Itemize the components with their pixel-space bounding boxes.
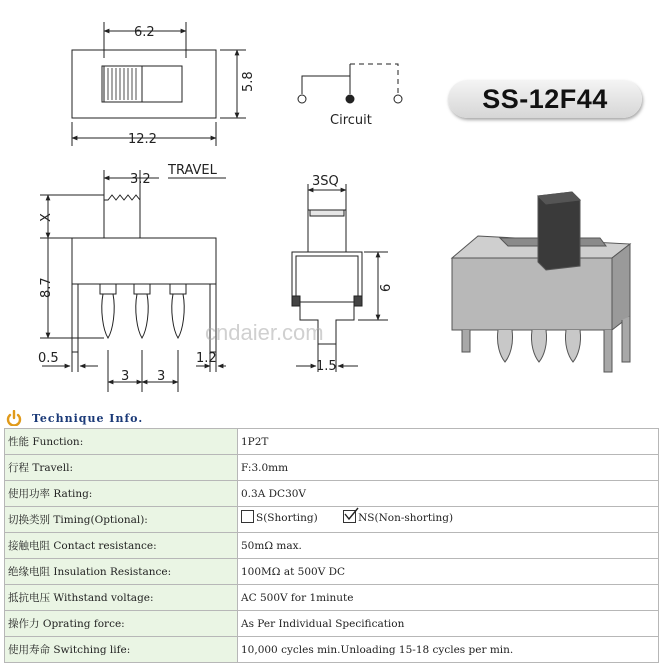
section-title: Technique Info. xyxy=(32,411,144,425)
dim-pitch-left: 3 xyxy=(121,369,130,384)
dim-travel-width: 3.2 xyxy=(130,172,151,187)
dim-tab-width: 1.2 xyxy=(196,351,217,366)
dim-top-width: 6.2 xyxy=(134,25,155,40)
circuit-label: Circuit xyxy=(330,113,372,128)
dim-body-height: 8.7 xyxy=(39,277,54,298)
spec-value: 50mΩ max. xyxy=(238,533,659,559)
spec-value: AC 500V for 1minute xyxy=(238,585,659,611)
table-row xyxy=(5,455,659,481)
table-row xyxy=(5,507,659,533)
spec-label: 接触电阻 Contact resistance: xyxy=(5,533,238,559)
table-row xyxy=(5,611,659,637)
dim-x: X xyxy=(39,213,54,222)
dim-side-height: 6 xyxy=(379,283,394,292)
section-header xyxy=(6,409,143,427)
circuit-diagram xyxy=(298,64,402,103)
spec-label: 切换类别 Timing(Optional): xyxy=(5,507,238,533)
top-view xyxy=(72,22,246,146)
spec-value: 0.3A DC30V xyxy=(238,481,659,507)
option-label: NS(Non-shorting) xyxy=(358,512,454,524)
spec-value: 10,000 cycles min.Unloading 15-18 cycles per min. xyxy=(238,637,659,663)
table-row xyxy=(5,559,659,585)
option-label: S(Shorting) xyxy=(256,512,318,524)
model-name-badge: SS-12F44 xyxy=(448,80,642,118)
spec-value-options xyxy=(238,507,659,533)
dim-top-length: 12.2 xyxy=(128,132,157,147)
checkmark-icon xyxy=(343,506,359,522)
spec-label: 使用功率 Rating: xyxy=(5,481,238,507)
table-row xyxy=(5,429,659,455)
dim-pitch-right: 3 xyxy=(157,369,166,384)
switch-3d-render xyxy=(452,192,630,372)
dim-top-height: 5.8 xyxy=(241,71,256,92)
spec-label: 抵抗电压 Withstand voltage: xyxy=(5,585,238,611)
dim-pin-width: 1.5 xyxy=(316,359,337,374)
watermark: cndaier.com xyxy=(205,320,324,345)
spec-label: 使用寿命 Switching life: xyxy=(5,637,238,663)
table-row xyxy=(5,481,659,507)
table-row xyxy=(5,533,659,559)
dim-knob-square: 3SQ xyxy=(312,174,339,189)
spec-value: 1P2T xyxy=(238,429,659,455)
option-non-shorting[interactable] xyxy=(343,512,453,525)
shorting-checkbox[interactable] xyxy=(241,510,254,523)
spec-value: 100MΩ at 500V DC xyxy=(238,559,659,585)
spec-label: 绝缘电阻 Insulation Resistance: xyxy=(5,559,238,585)
spec-table xyxy=(4,428,659,663)
spec-value: As Per Individual Specification xyxy=(238,611,659,637)
table-row xyxy=(5,637,659,663)
spec-label: 操作力 Oprating force: xyxy=(5,611,238,637)
spec-label: 性能 Function: xyxy=(5,429,238,455)
spec-label: 行程 Travell: xyxy=(5,455,238,481)
spec-value: F:3.0mm xyxy=(238,455,659,481)
dim-pin-thick: 0.5 xyxy=(38,351,59,366)
table-row xyxy=(5,585,659,611)
dim-travel-label: TRAVEL xyxy=(168,163,217,178)
option-shorting[interactable] xyxy=(241,512,318,525)
power-arrow-icon xyxy=(6,410,22,426)
non-shorting-checkbox[interactable] xyxy=(343,510,356,523)
